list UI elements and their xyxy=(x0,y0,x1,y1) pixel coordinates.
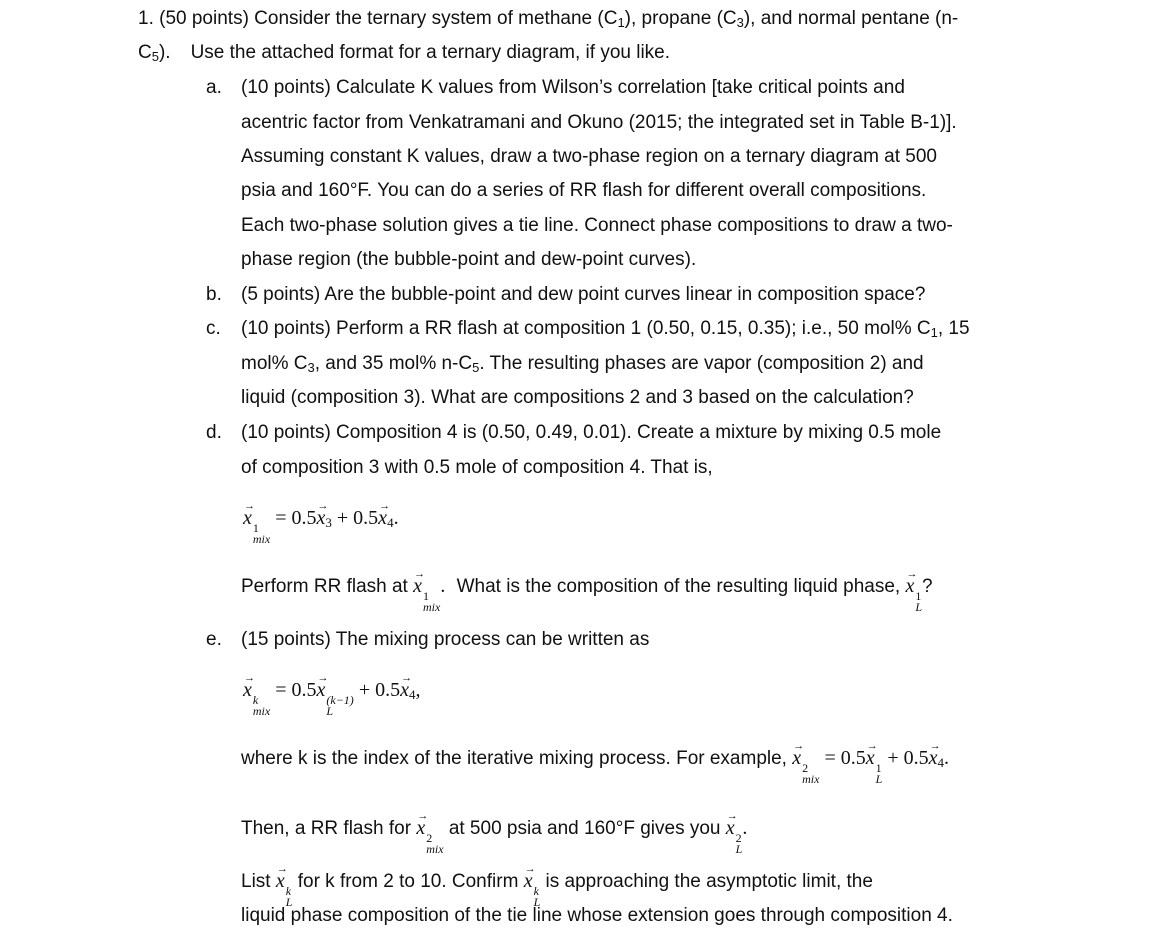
part-d-marker: d. xyxy=(206,422,222,443)
part-a-line2: acentric factor from Venkatramani and Okuno (2015; the integrated set in Table B-1)]. xyxy=(241,112,957,133)
part-e-line1: (15 points) The mixing process can be written as xyxy=(241,629,650,650)
part-b-line1: (5 points) Are the bubble-point and dew point curves linear in composition space? xyxy=(241,284,926,305)
equation-mixing-e: → x k mix = 0.5→ x (k−1) L + $0.5\to x_4$, xyxy=(243,678,420,717)
part-c-line3: liquid (composition 3). What are compositions 2 and 3 based on the calculation? xyxy=(241,387,914,408)
part-a-marker: a. xyxy=(206,77,222,98)
part-e-line5: liquid phase composition of the tie line whose extension goes through composition 4. xyxy=(241,905,953,926)
part-e-line3: Then, a RR flash for → x 2 mix at 500 psia and 160°F gives you → x 2 L . xyxy=(241,816,747,855)
part-e-marker: e. xyxy=(206,629,222,650)
equation-mixing-d: → x 1 mix = $0.5\to x_3 + 0.5\to x_4$. xyxy=(243,506,399,545)
part-c-marker: c. xyxy=(206,318,221,339)
part-a-line1: (10 points) Calculate K values from Wilson’s correlation [take critical points and xyxy=(241,77,905,98)
part-c-line2: mol% $C_3$, and 35 mol% $n-C_5$. The resulting phases are vapor (composition 2) and xyxy=(241,353,924,375)
question-intro-line1: 1. (50 points) Consider the ternary system of methane $(C_1)$, propane $(C_3)$, and normal pentane (n- xyxy=(138,8,959,30)
part-a-line5: Each two-phase solution gives a tie line. Connect phase compositions to draw a two- xyxy=(241,215,953,236)
part-b-marker: b. xyxy=(206,284,222,305)
part-a-line6: phase region (the bubble-point and dew-point curves). xyxy=(241,249,697,270)
part-e-line2: where k is the index of the iterative mixing process. For example, → x 2 mix = 0.5→ x 1 L + $0.5\to x_4$. xyxy=(241,746,949,785)
part-a-line4: psia and 160°F. You can do a series of RR flash for different overall compositions. xyxy=(241,180,927,201)
part-a-line3: Assuming constant K values, draw a two-phase region on a ternary diagram at 500 xyxy=(241,146,937,167)
part-e-line4: List → x k L for k from 2 to 10. Confirm → x k L is approaching the asymptotic limit, the xyxy=(241,869,873,908)
part-d-line3: Perform RR flash at → x 1 mix . What is the composition of the resulting liquid phase, → x 1 L ? xyxy=(241,574,933,613)
part-d-line2: of composition 3 with 0.5 mole of composition 4. That is, xyxy=(241,457,713,478)
part-c-line1: (10 points) Perform a RR flash at composition 1 (0.50, 0.15, 0.35); i.e., 50 mol% $C_1$, 15 xyxy=(241,318,970,340)
question-intro-line2: $C_5$). Use the attached format for a ternary diagram, if you like. xyxy=(138,42,671,64)
part-d-line1: (10 points) Composition 4 is (0.50, 0.49, 0.01). Create a mixture by mixing 0.5 mole xyxy=(241,422,942,443)
